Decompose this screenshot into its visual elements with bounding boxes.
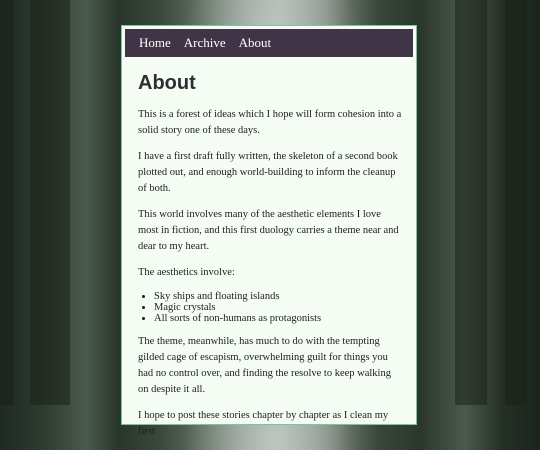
aesthetics-heading-paragraph: The aesthetics involve: xyxy=(138,267,235,278)
world-paragraph: This world involves many of the aesthetic elements I love most in fiction, and this first duology carries a theme near and dear to my heart. xyxy=(138,209,399,252)
nav-about-link[interactable]: About xyxy=(238,35,272,50)
background-tree-trunk xyxy=(0,0,14,405)
background-tree-trunk xyxy=(30,0,70,405)
intro-paragraph: This is a forest of ideas which I hope will form cohesion into a solid story one of these days. xyxy=(138,109,402,136)
list-item: • All sorts of non-humans as protagonists xyxy=(154,313,402,324)
nav-archive-link[interactable]: Archive xyxy=(183,35,226,50)
page-container xyxy=(121,25,417,437)
background-tree-trunk xyxy=(505,0,527,405)
list-item: • Magic crystals xyxy=(154,302,402,313)
top-navigation xyxy=(125,29,413,57)
draft-paragraph: I have a first draft fully written, the skeleton of a second book plotted out, and enough world-building to inform the cleanup of both. xyxy=(138,151,398,194)
theme-paragraph: The theme, meanwhile, has much to do with the tempting gilded cage of escapism, overwhelming guilt for things you had no control over, and finding the resolve to keep walking on despite it all. xyxy=(138,336,391,395)
aesthetics-list xyxy=(138,291,402,324)
background-tree-trunk xyxy=(455,0,487,405)
nav-home-link[interactable]: Home xyxy=(139,35,171,50)
page-title: About xyxy=(138,72,196,94)
list-item: • Sky ships and floating islands xyxy=(154,291,402,302)
main-content xyxy=(138,72,402,450)
closing-paragraph: I hope to post these stories chapter by chapter as I clean my first xyxy=(138,410,389,437)
